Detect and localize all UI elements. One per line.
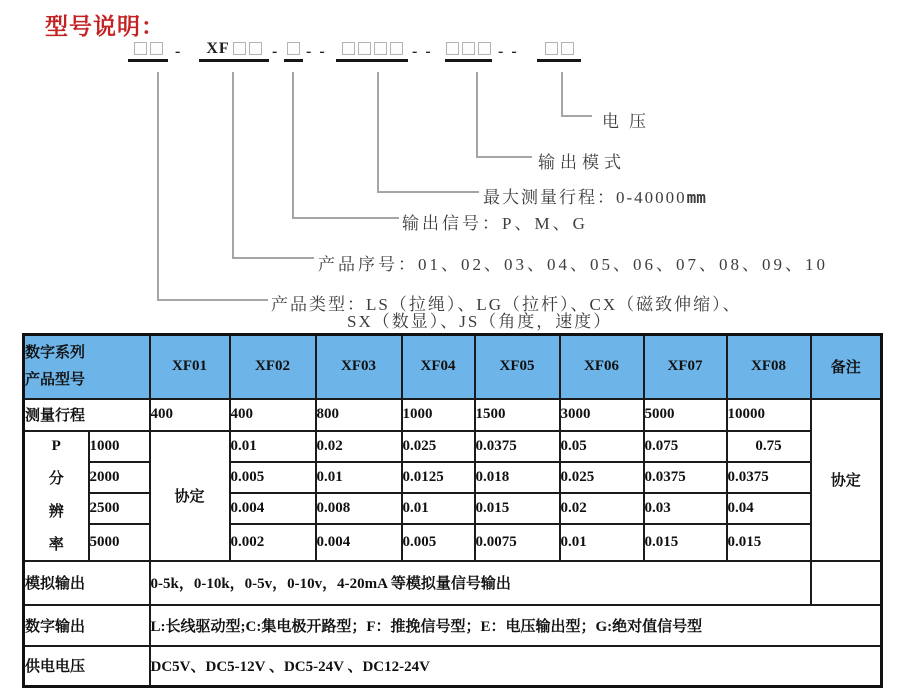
model-format-box <box>249 42 262 55</box>
xf01-merged-cell: 协定 <box>150 431 230 561</box>
stroke-value: 1500 <box>475 399 560 431</box>
format-separator: - - <box>412 43 433 60</box>
model-format-box <box>233 42 246 55</box>
resolution-value: 0.04 <box>727 493 811 524</box>
max-stroke-unit: mm <box>686 188 706 207</box>
model-format-box <box>446 42 459 55</box>
format-separator: - - <box>306 43 327 60</box>
remark-merged-cell: 协定 <box>811 399 882 561</box>
resolution-row-1000 <box>24 431 882 462</box>
analog-output-label: 模拟输出 <box>24 561 150 605</box>
resolution-value: 0.008 <box>316 493 402 524</box>
format-separator: - <box>175 43 183 60</box>
resolution-value: 0.05 <box>560 431 644 462</box>
corner-header-cell <box>24 335 150 399</box>
model-segment-output-mode <box>445 42 492 62</box>
model-header-xf06: XF06 <box>560 335 644 399</box>
resolution-value: 0.005 <box>402 524 475 560</box>
page-title: 型号说明： <box>45 13 165 39</box>
analog-output-value: 0-5k，0-10k，0-5v，0-10v，4-20mA 等模拟量信号输出 <box>150 561 811 605</box>
resolution-sub-label: 1000 <box>89 431 150 462</box>
resolution-value: 0.004 <box>316 524 402 560</box>
resolution-value: 0.015 <box>475 493 560 524</box>
corner-line2: 产品型号 <box>25 371 86 388</box>
callout-line-max-stroke <box>377 72 479 193</box>
resolution-value: 0.01 <box>560 524 644 560</box>
resolution-sub-label: 2000 <box>89 462 150 493</box>
model-header-xf08: XF08 <box>727 335 811 399</box>
stroke-row <box>24 399 882 431</box>
resolution-value: 0.02 <box>560 493 644 524</box>
stroke-value: 400 <box>230 399 316 431</box>
digital-output-label: 数字输出 <box>24 605 150 646</box>
output-mode-label: 输出模式 <box>538 153 626 172</box>
resolution-value: 0.02 <box>316 431 402 462</box>
resolution-value: 0.025 <box>402 431 475 462</box>
resolution-value: 0.002 <box>230 524 316 560</box>
power-voltage-label: 供电电压 <box>24 646 150 687</box>
output-signal-label: 输出信号：P、M、G <box>402 214 588 233</box>
voltage-label: 电压 <box>602 112 656 131</box>
product-type-label-line2: SX（数显）、JS（角度，速度） <box>347 312 613 331</box>
stroke-value: 400 <box>150 399 230 431</box>
spec-table <box>22 333 883 688</box>
digital-output-value: L:长线驱动型;C:集电极开路型；F：推挽信号型；E：电压输出型；G:绝对值信号型 <box>150 605 882 646</box>
model-header-xf05: XF05 <box>475 335 560 399</box>
resolution-sub-label: 5000 <box>89 524 150 560</box>
model-segment-company-code <box>128 42 168 62</box>
callout-line-output-mode <box>476 72 532 158</box>
resolution-value: 0.015 <box>644 524 727 560</box>
format-separator: - - <box>498 43 519 60</box>
table-header-row <box>24 335 882 399</box>
resolution-value: 0.03 <box>644 493 727 524</box>
resolution-value: 0.025 <box>560 462 644 493</box>
stroke-value: 10000 <box>727 399 811 431</box>
callout-line-voltage <box>561 72 592 117</box>
analog-remark-empty-cell <box>811 561 882 605</box>
model-format-box <box>390 42 403 55</box>
resolution-value: 0.75 <box>727 431 811 462</box>
resolution-value: 0.01 <box>402 493 475 524</box>
model-format-box <box>150 42 163 55</box>
model-format-box <box>287 42 300 55</box>
remark-header: 备注 <box>811 335 882 399</box>
product-type-label-line1: 产品类型：LS（拉绳）、LG（拉杆）、CX（磁致伸缩）、 <box>271 295 742 314</box>
stroke-value: 5000 <box>644 399 727 431</box>
stroke-value: 800 <box>316 399 402 431</box>
format-separator: - <box>272 43 280 60</box>
resolution-value: 0.0375 <box>644 462 727 493</box>
power-voltage-row <box>24 646 882 687</box>
resolution-value: 0.0125 <box>402 462 475 493</box>
stroke-value: 3000 <box>560 399 644 431</box>
resolution-value: 0.01 <box>316 462 402 493</box>
resolution-char: 分 <box>48 470 64 487</box>
resolution-sub-label: 2500 <box>89 493 150 524</box>
model-segment-voltage <box>537 42 581 62</box>
corner-line1: 数字系列 <box>25 344 86 361</box>
model-header-xf02: XF02 <box>230 335 316 399</box>
model-header-xf04: XF04 <box>402 335 475 399</box>
model-header-xf03: XF03 <box>316 335 402 399</box>
model-segment-signal <box>284 42 303 62</box>
max-stroke-label <box>483 183 706 208</box>
resolution-value: 0.018 <box>475 462 560 493</box>
model-segment-stroke <box>336 42 408 62</box>
resolution-char: 辨 <box>48 503 64 520</box>
max-stroke-text: 最大测量行程：0-40000 <box>483 188 687 207</box>
resolution-value: 0.0075 <box>475 524 560 560</box>
resolution-group-label <box>24 431 89 561</box>
model-format-box <box>374 42 387 55</box>
resolution-value: 0.0375 <box>727 462 811 493</box>
resolution-value: 0.0375 <box>475 431 560 462</box>
model-format-box <box>358 42 371 55</box>
resolution-value: 0.005 <box>230 462 316 493</box>
stroke-row-label: 测量行程 <box>24 399 150 431</box>
analog-output-row <box>24 561 882 605</box>
power-voltage-value: DC5V、DC5-12V 、DC5-24V 、DC12-24V <box>150 646 882 687</box>
resolution-value: 0.015 <box>727 524 811 560</box>
model-format-box <box>561 42 574 55</box>
product-serial-label: 产品序号：01、02、03、04、05、06、07、08、09、10 <box>318 255 828 274</box>
stroke-value: 1000 <box>402 399 475 431</box>
resolution-char: 率 <box>48 536 64 553</box>
digital-output-row <box>24 605 882 646</box>
resolution-value: 0.01 <box>230 431 316 462</box>
resolution-char: P <box>51 437 61 454</box>
resolution-value: 0.075 <box>644 431 727 462</box>
model-format-box <box>134 42 147 55</box>
series-prefix-label: XF <box>206 40 230 57</box>
model-format-box <box>462 42 475 55</box>
model-format-box <box>545 42 558 55</box>
resolution-value: 0.004 <box>230 493 316 524</box>
model-segment-series <box>199 42 269 62</box>
model-header-xf01: XF01 <box>150 335 230 399</box>
model-header-xf07: XF07 <box>644 335 727 399</box>
model-format-box <box>342 42 355 55</box>
model-format-box <box>478 42 491 55</box>
